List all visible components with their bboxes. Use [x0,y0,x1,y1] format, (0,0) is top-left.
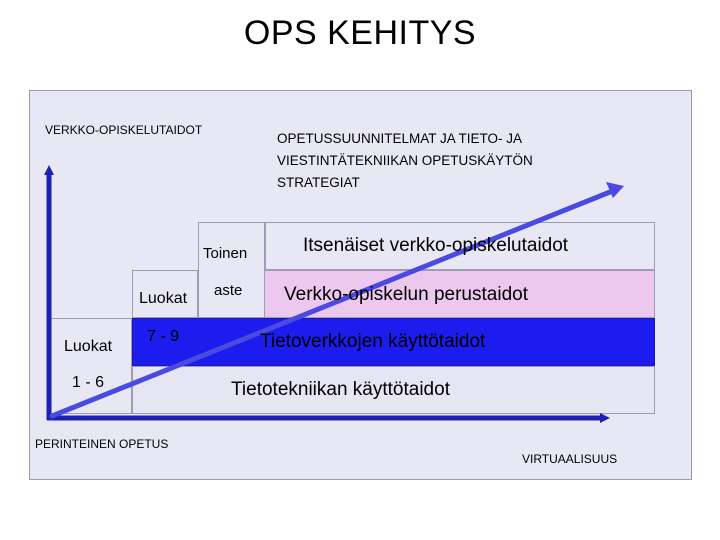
grade-range-16: 1 - 6 [72,374,105,391]
strategy-line-1: OPETUSSUUNNITELMAT JA TIETO- JA [277,131,523,146]
strategy-text [277,128,533,194]
origin-label: PERINTEINEN OPETUS [35,437,169,451]
grade-aste: aste [214,282,243,299]
y-axis-label: VERKKO-OPISKELUTAIDOT [45,123,203,137]
page-title: OPS KEHITYS [243,14,477,52]
band-label-tietotekniikan: Tietotekniikan käyttötaidot [231,379,450,400]
grade-toinen: Toinen [203,245,248,262]
band-label-itsenaiset: Itsenäiset verkko-opiskelutaidot [303,235,569,256]
strategy-line-3: STRATEGIAT [277,175,360,190]
band-label-tietoverkkojen: Tietoverkkojen käyttötaidot [260,331,486,352]
grade-range-79: 7 - 9 [147,328,180,345]
band-label-verkko-opiskelu: Verkko-opiskelun perustaidot [284,284,528,305]
x-axis-label: VIRTUAALISUUS [522,452,618,466]
grade-luokat-79: Luokat [139,290,188,307]
strategy-line-2: VIESTINTÄTEKNIIKAN OPETUSKÄYTÖN [277,153,533,168]
grade-luokat-16: Luokat [64,338,113,355]
